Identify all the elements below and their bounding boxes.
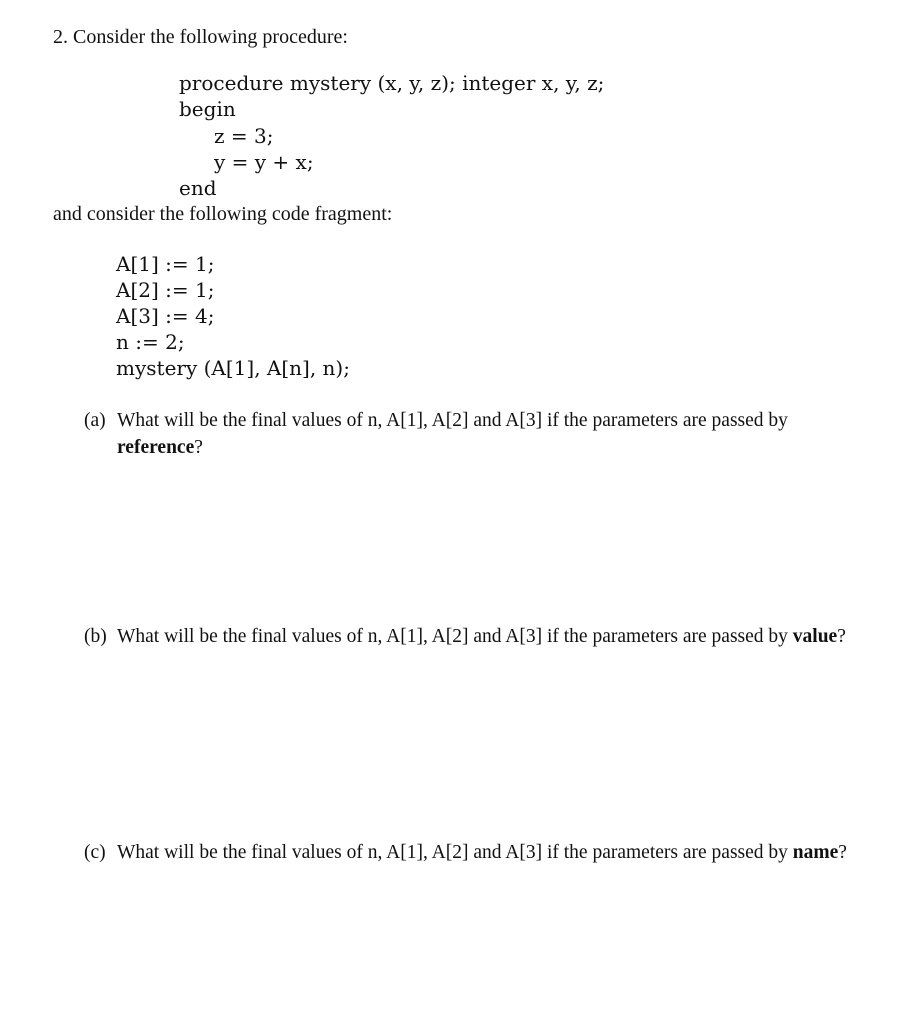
fragment-line-a3: A[3] := 4; bbox=[116, 304, 215, 328]
question-a-label: (a) bbox=[84, 410, 106, 431]
procedure-line-end: end bbox=[179, 176, 217, 200]
problem-heading: 2. Consider the following procedure: bbox=[53, 26, 348, 48]
fragment-line-a1: A[1] := 1; bbox=[116, 252, 215, 276]
question-a-end: ? bbox=[194, 437, 203, 458]
transition-text: and consider the following code fragment: bbox=[53, 203, 393, 225]
procedure-line-begin: begin bbox=[179, 97, 236, 121]
question-a-text bbox=[117, 407, 857, 461]
question-a-body: What will be the final values of n, A[1], A[2] and A[3] if the parameters are passed by bbox=[117, 410, 788, 431]
question-c-body: What will be the final values of n, A[1], A[2] and A[3] if the parameters are passed by bbox=[117, 842, 788, 863]
question-b-body: What will be the final values of n, A[1], A[2] and A[3] if the parameters are passed by bbox=[117, 626, 788, 647]
fragment-line-n: n := 2; bbox=[116, 330, 185, 354]
fragment-line-a2: A[2] := 1; bbox=[116, 278, 215, 302]
procedure-line-assign-y: y = y + x; bbox=[214, 150, 314, 174]
question-b-label: (b) bbox=[84, 626, 107, 647]
question-b-emphasis: value bbox=[792, 626, 838, 647]
question-b-text bbox=[117, 623, 857, 650]
question-c-text bbox=[117, 839, 857, 866]
question-c-emphasis: name bbox=[792, 842, 839, 863]
procedure-line-assign-z: z = 3; bbox=[214, 124, 274, 148]
question-a-emphasis: reference bbox=[117, 437, 195, 458]
fragment-line-call: mystery (A[1], A[n], n); bbox=[116, 356, 350, 380]
question-b-end: ? bbox=[837, 626, 846, 647]
question-c-label: (c) bbox=[84, 842, 106, 863]
question-c-end: ? bbox=[838, 842, 847, 863]
procedure-line-signature: procedure mystery (x, y, z); integer x, y, z; bbox=[179, 71, 605, 95]
